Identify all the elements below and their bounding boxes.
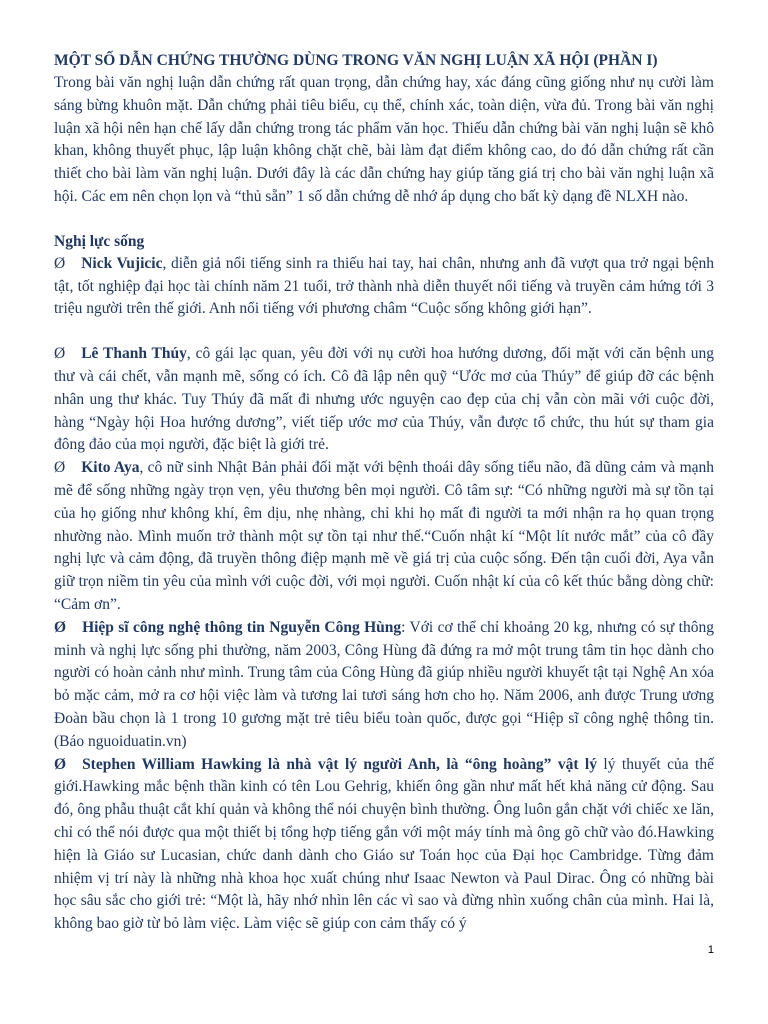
item-name: Hiệp sĩ công nghệ thông tin Nguyễn Công Hùng xyxy=(82,618,402,636)
bullet-icon: Ø xyxy=(54,755,67,773)
item-name: Lê Thanh Thúy xyxy=(81,345,187,363)
list-item-le-thanh-thuy xyxy=(54,343,714,457)
bullet-icon: Ø xyxy=(54,618,67,636)
item-text: : Với cơ thể chỉ khoảng 20 kg, nhưng có sự thông minh và nghị lực sống phi thường, năm 2003, Công Hùng đã đứng ra mở một trung tâm tin học dành cho người có hoàn cảnh như mình. Trung tâm của Công Hùng đã giúp nhiều người khuyết tật tại Nghệ An xóa bỏ mặc cảm, mở ra cơ hội việc làm và tương lai tươi sáng hơn cho họ. Năm 2006, anh được Trung ương Đoàn bầu chọn là 1 trong 10 gương mặt trẻ tiêu biểu toàn quốc, được gọi “Hiệp sĩ công nghệ thông tin. (Báo nguoiduatin.vn) xyxy=(54,618,714,750)
spacer xyxy=(54,321,714,343)
bullet-icon: Ø xyxy=(54,254,66,272)
list-item-nick-vujicic xyxy=(54,253,714,321)
document-title: MỘT SỐ DẪN CHỨNG THƯỜNG DÙNG TRONG VĂN NGHỊ LUẬN XÃ HỘI (PHẦN I) xyxy=(54,52,658,69)
section-heading: Nghị lực sống xyxy=(54,232,145,250)
list-item-nguyen-cong-hung xyxy=(54,617,714,754)
item-text: , diễn giả nổi tiếng sinh ra thiếu hai tay, hai chân, nhưng anh đã vượt qua trở ngại bệnh tật, tốt nghiệp đại học tài chính năm 21 tuổi, trở thành nhà diễn thuyết nổi tiếng và truyền cảm hứng tới 3 triệu người trên thế giới. Anh nổi tiếng với phương châm “Cuộc sống không giới hạn”. xyxy=(54,254,714,318)
item-name: Nick Vujicic xyxy=(81,254,163,272)
item-name: Kito Aya xyxy=(81,459,140,477)
bullet-icon: Ø xyxy=(54,345,66,363)
list-item-kito-aya xyxy=(54,457,714,617)
item-name: Stephen William Hawking là nhà vật lý người Anh, là “ông hoàng” vật lý xyxy=(82,755,597,773)
intro-paragraph: Trong bài văn nghị luận dẫn chứng rất quan trọng, dẫn chứng hay, xác đáng cũng giống như nụ cười làm sáng bừng khuôn mặt. Dẫn chứng phải tiêu biểu, cụ thể, chính xác, toàn diện, vừa đủ. Trong bài văn nghị luận xã hội nên hạn chế lấy dẫn chứng trong tác phẩm văn học. Thiếu dẫn chứng bài văn nghị luận sẽ khô khan, không thuyết phục, lập luận không chặt chẽ, bài làm đạt điểm không cao, do đó dẫn chứng rất cần thiết cho bài làm văn nghị luận. Dưới đây là các dẫn chứng hay giúp tăng giá trị cho bài văn nghị luận xã hội. Các em nên chọn lọn và “thủ sẵn” 1 số dẫn chứng dễ nhớ áp dụng cho bất kỳ dạng đề NLXH nào. xyxy=(54,74,714,205)
item-text: , cô nữ sinh Nhật Bản phải đối mặt với bệnh thoái dây sống tiểu não, đã dũng cảm và mạnh mẽ để sống những ngày trọn vẹn, yêu thương bên mọi người. Cô tâm sự: “Có những người mà sự tồn tại của họ giống như không khí, êm dịu, nhẹ nhàng, chỉ khi họ mất đi người ta mới nhận ra họ quan trọng nhường nào. Mình muốn trở thành một sự tồn tại như thế.“Cuốn nhật kí “Một lít nước mắt” của cô đầy nghị lực và cảm động, đã truyền thông điệp mạnh mẽ về giá trị của cuộc sống. Đến tận cuối đời, Aya vẫn giữ trọn niềm tin yêu của mình với cuộc đời, với mọi người. Cuốn nhật kí của cô kết thúc bằng dòng chữ: “Cảm ơn”. xyxy=(54,459,715,613)
page-number: 1 xyxy=(707,944,714,956)
item-text: , cô gái lạc quan, yêu đời với nụ cười hoa hướng dương, đối mặt với căn bệnh ung thư và cái chết, vẫn mạnh mẽ, sống có ích. Cô đã lập nên quỹ “Ước mơ của Thúy” để giúp đỡ các bệnh nhân ung thư khác. Tuy Thúy đã mất đi nhưng ước nguyện cao đẹp của chị vẫn còn mãi với cuộc đời, hàng “Ngày hội Hoa hướng dương”, viết tiếp ước mơ của Thúy, vẫn được tổ chức, thu hút sự tham gia đông đảo của mọi người, đặc biệt là giới trẻ. xyxy=(54,345,714,454)
list-item-stephen-hawking xyxy=(54,754,714,936)
item-text: lý thuyết của thế giới.Hawking mắc bệnh thần kinh có tên Lou Gehrig, khiến ông gần như mất hết khả năng cử động. Sau đó, ông phẫu thuật cắt khí quản và không thể nói chuyện bình thường. Ông luôn gắn chặt với chiếc xe lăn, chỉ có thể nói được qua một thiết bị tổng hợp tiếng gắn với một máy tính mà ông gõ chữ vào đó.Hawking hiện là Giáo sư Lucasian, chức danh dành cho Giáo sư Toán học của Đại học Cambridge. Từng đảm nhiệm vị trí này là những nhà khoa học xuất chúng như Isaac Newton và Paul Dirac. Ông có những bài học sâu sắc cho giới trẻ: “Một là, hãy nhớ nhìn lên các vì sao và đừng nhìn xuống chân của mình. Hai là, không bao giờ từ bỏ làm việc. Làm việc sẽ giúp con cảm thấy có ý xyxy=(54,755,714,933)
bullet-icon: Ø xyxy=(54,459,66,477)
